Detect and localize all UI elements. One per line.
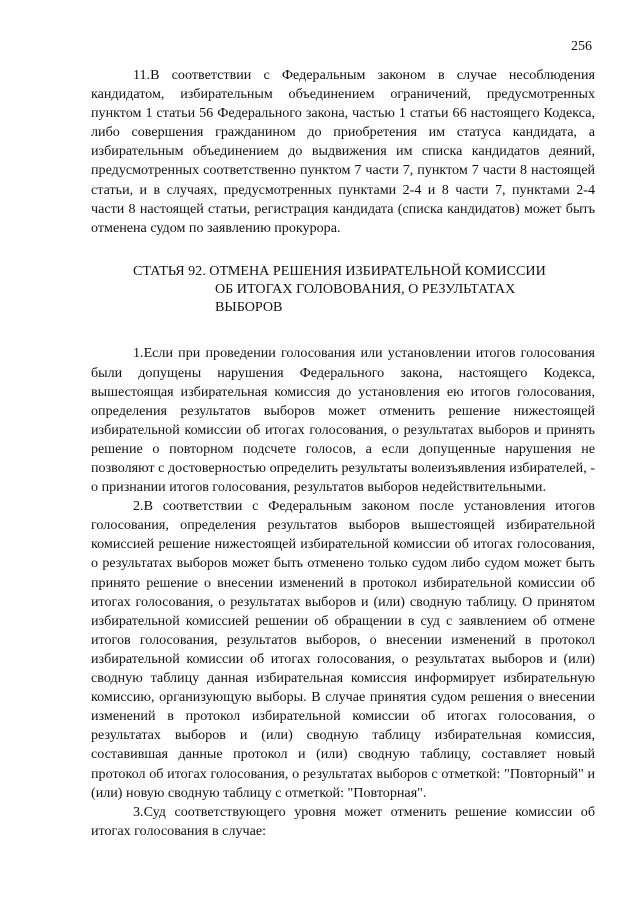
paragraph-1: 1.Если при проведении голосования или установлении итогов голосования были допущены нарушения Федерального закона, настоящего Кодекса, вышестоящая избирательная комиссия до установления ею итогов голосования, определения результатов выборов может отменить решение нижестоящей избирательной комиссии об итогах голосования, о результатах выборов и принять решение о повторном подсчете голосов, а если допущенные нарушения не позволяют с достоверностью определить результаты волеизъявления избирателей, - о признании итогов голосования, результатов выборов недействительными. xyxy=(91,345,595,496)
article-heading-subtitle: ОБ ИТОГАХ ГОЛОВОВАНИЯ, О РЕЗУЛЬТАТАХ ВЫБОРОВ xyxy=(215,281,516,316)
article-heading xyxy=(91,262,595,317)
paragraph-11: 11.В соответствии с Федеральным законом в случае несоблюдения кандидатом, избирательным объединением ограничений, предусмотренных пунктом 1 статьи 56 Федерального закона, частью 1 статьи 66 настоящего Кодекса, либо совершения гражданином до приобретения им статуса кандидата, а избирательным объединением до выдвижения им списка кандидатов деяний, предусмотренных соответственно пунктом 7 части 7, пунктом 7 части 8 настоящей статьи, и в случаях, предусмотренных пунктами 2-4 и 8 части 7, пунктами 2-4 части 8 настоящей статьи, регистрация кандидата (списка кандидатов) может быть отменена судом по заявлению прокурора. xyxy=(91,67,595,236)
paragraph-3: 3.Суд соответствующего уровня может отменить решение комиссии об итогах голосования в случае: xyxy=(91,803,595,839)
page-content xyxy=(91,66,595,841)
paragraph-2: 2.В соответствии с Федеральным законом после установления итогов голосования, определения результатов выборов вышестоящей избирательной комиссией решение нижестоящей избирательной комиссии об итогах голосования, о результатах выборов может быть отменено только судом либо судом может быть принято решение о внесении изменений в протокол избирательной комиссии об итогах голосования, о результатах выборов и (или) сводную таблицу. О принятом избирательной комиссией решении об обращении в суд с заявлением об отмене итогов голосования, результатов выборов, о внесении изменений в протокол избирательной комиссии об итогах голосования, о результатах выборов и (или) сводную таблицу данная избирательная комиссия информирует избирательную комиссию, организующую выборы. В случае принятия судом решения о внесении изменений в протокол избирательной комиссии об итогах голосования, о результатах выборов и (или) сводную таблицу избирательная комиссия, составившая данные протокол и (или) сводную таблицу, составляет новый протокол об итогах голосования, о результатах выборов с отметкой: "Повторный" и (или) новую сводную таблицу с отметкой: "Повторная". xyxy=(91,498,595,801)
article-heading-title: СТАТЬЯ 92. ОТМЕНА РЕШЕНИЯ ИЗБИРАТЕЛЬНОЙ КОМИССИИ xyxy=(133,262,546,279)
page-number: 256 xyxy=(571,39,592,54)
